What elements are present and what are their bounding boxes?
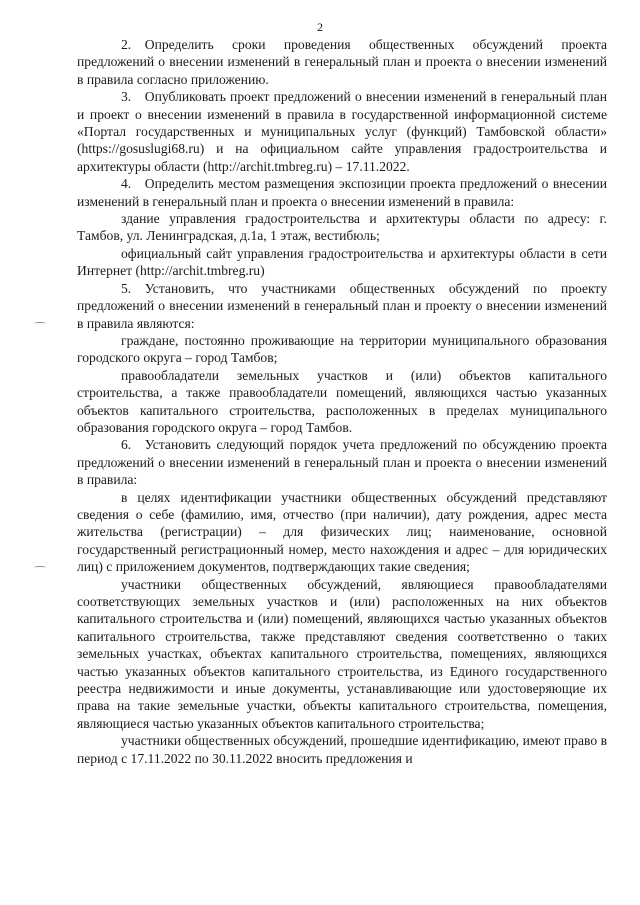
paragraph-proposals-period: участники общественных обсуждений, прошедшие идентификацию, имеют право в период с 17.11.2022 по 30.11.2022 вносить предложения и [77, 733, 607, 766]
page-number: 2 [317, 20, 323, 34]
paragraph-item-5: 5. Установить, что участниками общественных обсуждений по проекту предложений о внесении изменений в генеральный план и проекту о внесении изменений в правила являются: [77, 280, 607, 331]
paragraph-exposition-website: официальный сайт управления градостроительства и архитектуры области в сети Интернет (http://archit.tmbreg.ru) [77, 245, 607, 279]
paragraph-item-2: 2. Определить сроки проведения общественных обсуждений проекта предложений о внесении изменений в генеральный план и проекта о внесении изменений в правила согласно приложению. [77, 37, 607, 87]
paragraph-participants-owners: правообладатели земельных участков и (или) объектов капитального строительства, а также правообладатели помещений, являющихся частью указанных объектов капитального строительства, расположенных в пределах муниципального образования городского округа – город Тамбов. [77, 367, 607, 435]
scan-margin-mark [34, 566, 46, 569]
paragraph-owners-documents: участники общественных обсуждений, являющиеся правообладателями соответствующих земельных участков и (или) расположенных на них объектов капитального строительства и (или) помещений, являющихся частью указанных объектов капитального строительства, также представляют сведения соответственно о таких земельных участках, объектах капитального строительства, помещениях, являющихся частью указанных объектов капитального строительства, из Единого государственного реестра недвижимости и иные документы, устанавливающие или удостоверяющие их права на такие земельные участки, объекты капитального строительства, помещения, являющиеся частью указанных объектов капитального строительства; [77, 576, 607, 731]
scan-margin-mark [34, 322, 46, 325]
paragraph-item-4: 4. Определить местом размещения экспозиции проекта предложений о внесении изменений в генеральный план и проекта о внесении изменений в правила: [77, 176, 607, 209]
paragraph-item-6: 6. Установить следующий порядок учета предложений по обсуждению проекта предложений о внесении изменений в генеральный план и проекта о внесении изменений в правила: [77, 437, 607, 488]
paragraph-exposition-building: здание управления градостроительства и архитектуры области по адресу: г. Тамбов, ул. Ленинградская, д.1а, 1 этаж, вестибюль; [77, 211, 607, 244]
document-body [77, 36, 607, 767]
paragraph-item-3: 3. Опубликовать проект предложений о внесении изменений в генеральный план и проект о внесении изменений в правила в государственной информационной системе «Портал государственных и муниципальных услуг (функций) Тамбовской области» (https://gosuslugi68.ru) и на официальном сайте управления градостроительства и архитектуры области (http://archit.tmbreg.ru) – 17.11.2022. [77, 89, 607, 174]
paragraph-participants-citizens: граждане, постоянно проживающие на территории муниципального образования городского округа – город Тамбов; [77, 332, 607, 366]
paragraph-identification: в целях идентификации участники общественных обсуждений представляют сведения о себе (фамилию, имя, отчество (при наличии), дату рождения, адрес места жительства (регистрации) – для физических лиц; наименование, основной государственный регистрационный номер, место нахождения и адрес – для юридических лиц) с приложением документов, подтверждающих такие сведения; [77, 489, 607, 575]
